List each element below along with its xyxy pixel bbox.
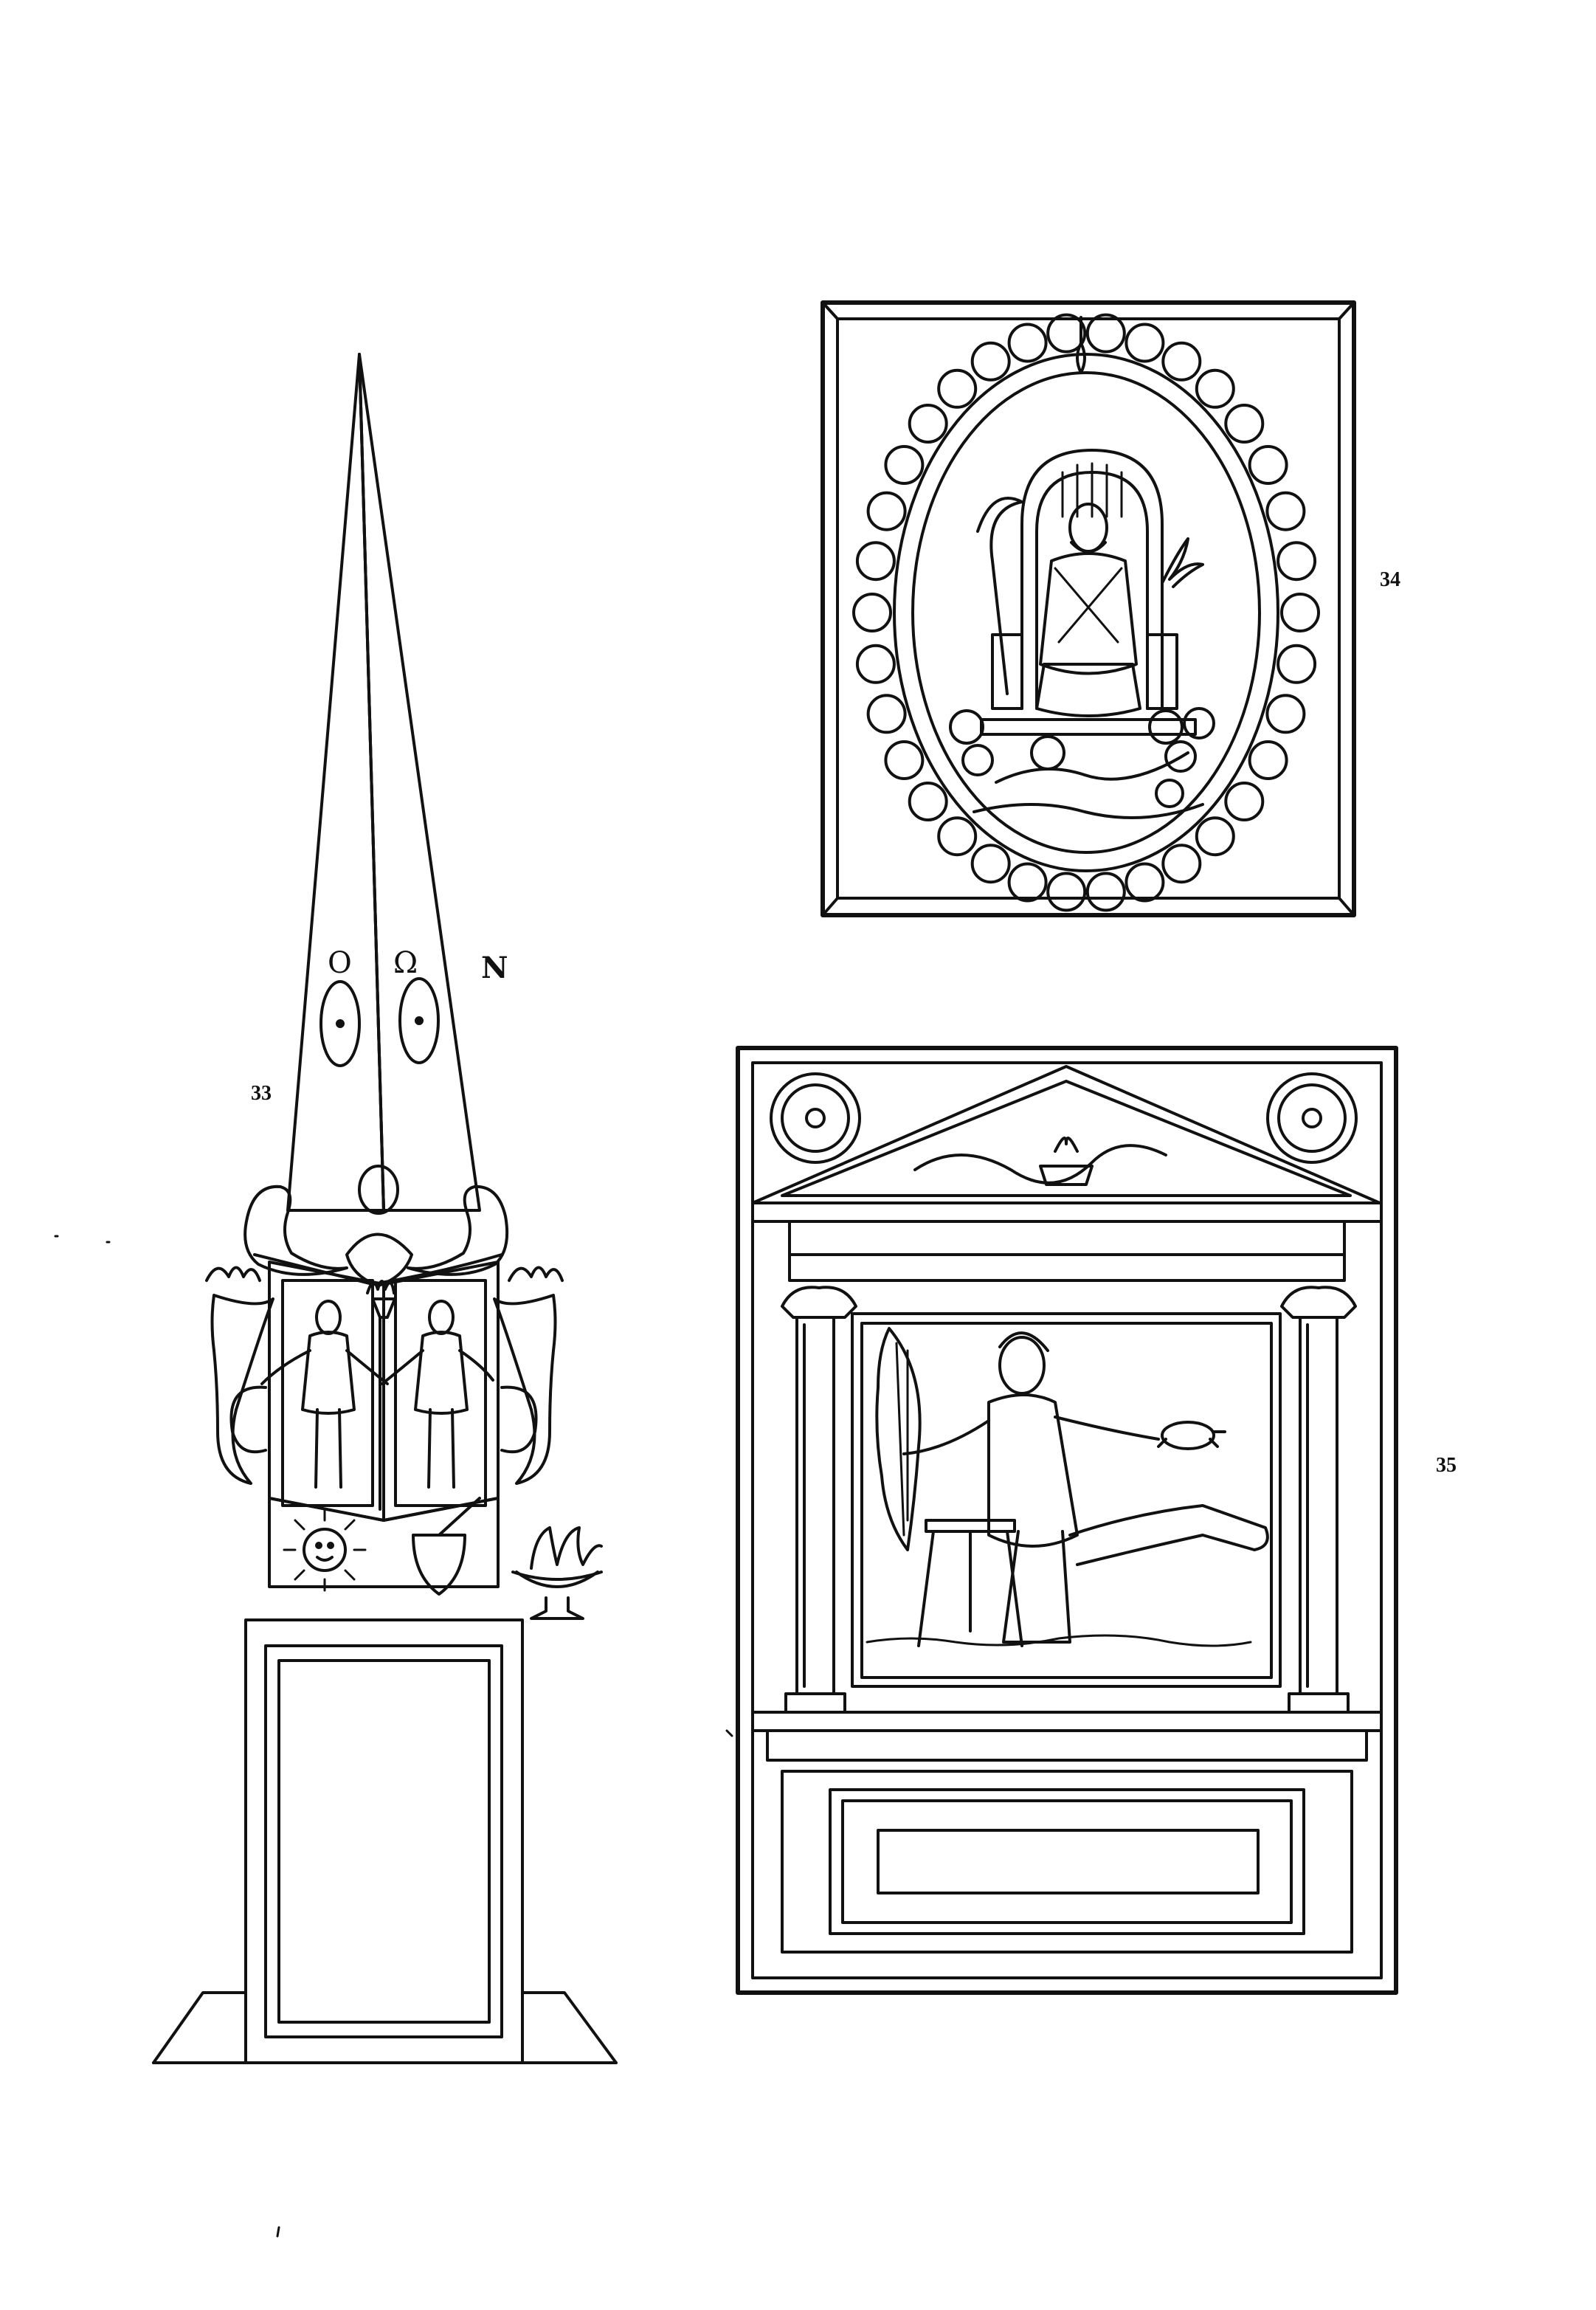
pearl	[973, 343, 1009, 380]
pearl	[910, 405, 947, 442]
pearl-border	[854, 315, 1319, 911]
pearl	[1009, 864, 1046, 901]
female-figure-right	[382, 1301, 493, 1487]
entablature	[753, 1203, 1381, 1280]
pearl	[1009, 325, 1046, 362]
pearl	[1197, 818, 1234, 855]
pearl	[1278, 542, 1315, 579]
letter-omega: Ω	[393, 946, 418, 980]
figure-number-33: 33	[251, 1082, 272, 1105]
fruit-bowl	[513, 1528, 601, 1618]
rosette-right	[1268, 1074, 1356, 1162]
pearl	[1278, 646, 1315, 683]
pearl	[868, 695, 905, 732]
pearl	[939, 818, 975, 855]
pearl	[1163, 845, 1200, 882]
pearl	[1267, 493, 1304, 530]
figure-number-35: 35	[1436, 1454, 1457, 1477]
column-right	[1282, 1287, 1355, 1712]
pearl	[857, 646, 894, 683]
pearl	[1197, 370, 1234, 407]
enthroned-figure	[978, 450, 1203, 734]
pearl	[1267, 695, 1304, 732]
obelisk-plinth	[153, 1620, 616, 2063]
column-left	[782, 1287, 856, 1712]
cherub-heads	[950, 708, 1214, 818]
letter-omicron: O	[328, 946, 352, 980]
medallion-figure	[823, 303, 1354, 915]
pearl	[1226, 405, 1262, 442]
pearl	[868, 493, 905, 530]
obelisk-figure	[153, 354, 616, 2063]
obelisk-body	[262, 1262, 498, 1520]
rosette-left	[771, 1074, 860, 1162]
pearl	[973, 845, 1009, 882]
female-figure-left	[262, 1301, 387, 1487]
pearl	[1048, 873, 1085, 910]
pearl	[1163, 343, 1200, 380]
pearl	[1088, 873, 1125, 910]
aedicula-figure	[738, 1048, 1396, 1993]
obelisk-shaft	[288, 354, 480, 1210]
pearl	[854, 594, 891, 631]
pearl	[1226, 783, 1262, 820]
paper-specks	[55, 1236, 732, 2236]
pearl	[1250, 742, 1287, 779]
relief-panel	[852, 1314, 1280, 1686]
figure-number-34: 34	[1380, 568, 1400, 591]
pearl	[1126, 325, 1163, 362]
pearl	[885, 742, 922, 779]
letter-n: N	[481, 951, 508, 985]
pearl	[1282, 594, 1319, 631]
pearl	[1126, 864, 1163, 901]
aedicula-base	[753, 1712, 1381, 1952]
pearl	[939, 370, 975, 407]
pearl	[1048, 315, 1085, 352]
pearl	[1088, 315, 1125, 352]
pearl	[885, 447, 922, 483]
pearl	[1250, 447, 1287, 483]
pearl	[910, 783, 947, 820]
pearl	[857, 542, 894, 579]
